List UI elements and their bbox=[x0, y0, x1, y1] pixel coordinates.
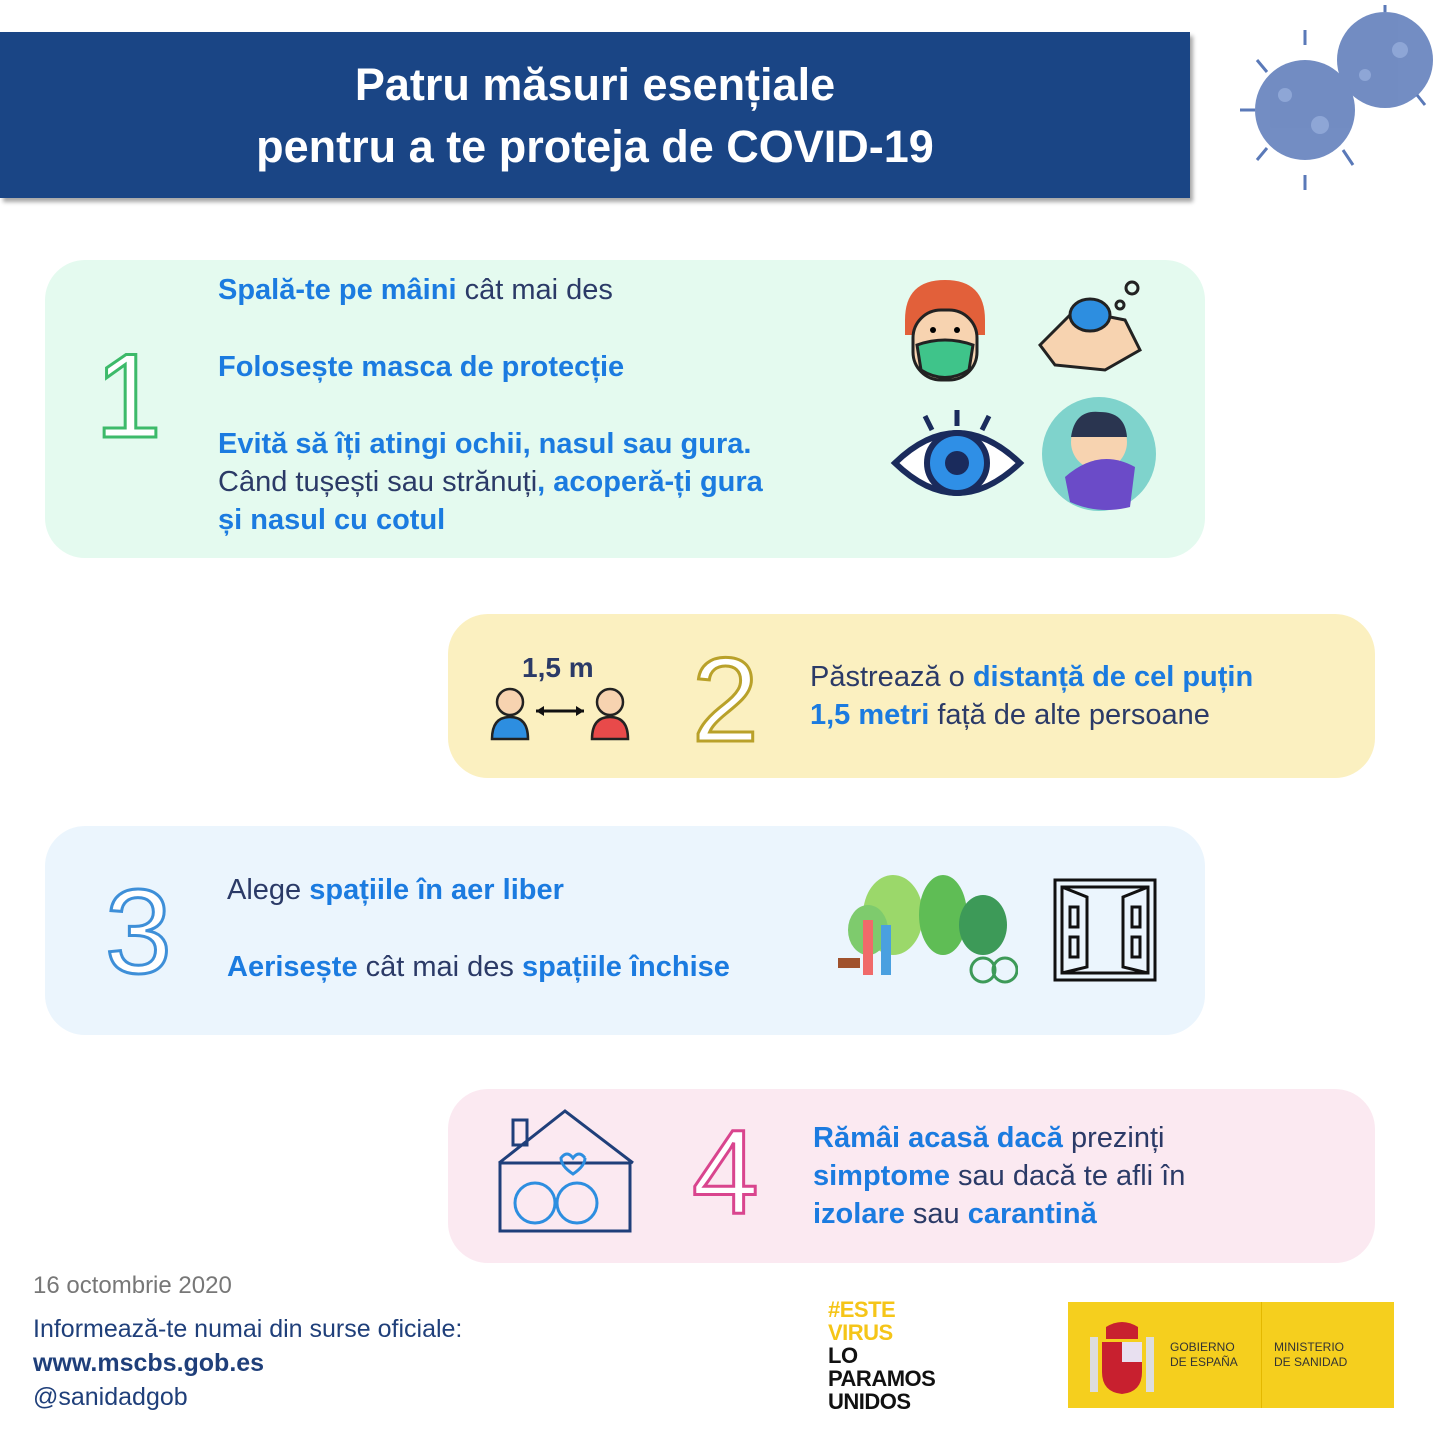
highlight-text: Evită să îți atingi ochii, nasul sau gura. bbox=[218, 428, 752, 460]
measure-number-2: 2 bbox=[692, 633, 759, 767]
highlight-text: Spală-te pe mâini bbox=[218, 274, 457, 306]
measure-text-1 bbox=[218, 271, 763, 539]
body-text: față de alte persoane bbox=[929, 699, 1210, 731]
text-line bbox=[218, 501, 763, 539]
measure-number-1: 1 bbox=[95, 329, 162, 463]
highlight-text: distanță de cel puțin bbox=[972, 661, 1254, 693]
title-line-1: Patru măsuri esențiale bbox=[354, 59, 836, 110]
text-line bbox=[218, 463, 763, 501]
text-line bbox=[813, 1157, 1185, 1195]
eye-icon bbox=[890, 408, 1025, 498]
body-text: Păstrează o bbox=[810, 661, 973, 693]
government-logo bbox=[1068, 1302, 1394, 1408]
text-line bbox=[218, 348, 763, 386]
highlight-text: și nasul cu cotul bbox=[218, 504, 446, 536]
text-line bbox=[810, 658, 1253, 696]
gobierno-text: GOBIERNO bbox=[1170, 1340, 1235, 1354]
campaign-word: LO bbox=[828, 1343, 858, 1368]
highlight-text: izolare bbox=[813, 1198, 905, 1230]
highlight-text: carantină bbox=[967, 1198, 1097, 1230]
open-window-icon bbox=[1052, 877, 1158, 982]
measure-text-4 bbox=[813, 1119, 1185, 1233]
ministerio-text: MINISTERIO bbox=[1274, 1340, 1345, 1354]
text-line bbox=[813, 1119, 1185, 1157]
text-line bbox=[218, 425, 763, 463]
hand-washing-icon bbox=[1035, 280, 1145, 375]
campaign-word: PARAMOS bbox=[828, 1366, 936, 1391]
park-icon bbox=[833, 870, 1018, 985]
info-text: Informează-te numai din surse oficiale: bbox=[33, 1315, 463, 1343]
campaign-logo bbox=[828, 1298, 935, 1413]
coat-of-arms-icon bbox=[1086, 1317, 1158, 1397]
body-text: prezinți bbox=[1062, 1122, 1165, 1154]
highlight-text: spațiile închise bbox=[522, 951, 730, 983]
highlight-text: spațiile în aer liber bbox=[309, 874, 564, 906]
body-text: Alege bbox=[227, 874, 310, 906]
face-mask-icon bbox=[895, 275, 995, 390]
measure-number-3: 3 bbox=[105, 865, 172, 999]
body-text: cât mai des bbox=[456, 274, 613, 306]
text-line bbox=[810, 696, 1253, 734]
text-line bbox=[227, 948, 730, 986]
measure-text-2 bbox=[810, 658, 1253, 734]
body-text: sau dacă te afli în bbox=[949, 1160, 1186, 1192]
text-line bbox=[227, 909, 730, 948]
body-text: Când tușești sau strănuți bbox=[218, 466, 538, 498]
highlight-text: Folosește masca de protecție bbox=[218, 351, 625, 383]
highlight-text: 1,5 metri bbox=[810, 699, 930, 731]
sanidad-text: DE SANIDAD bbox=[1274, 1355, 1348, 1369]
social-distance-icon bbox=[488, 684, 634, 742]
website-link[interactable]: www.mscbs.gob.es bbox=[33, 1349, 265, 1377]
text-line bbox=[813, 1195, 1185, 1233]
campaign-word: UNIDOS bbox=[828, 1389, 911, 1414]
title-line-2: pentru a te proteja de COVID-19 bbox=[256, 121, 934, 172]
campaign-word: VIRUS bbox=[828, 1320, 893, 1345]
text-line bbox=[218, 386, 763, 425]
espana-text: DE ESPAÑA bbox=[1170, 1355, 1238, 1369]
publication-date: 16 octombrie 2020 bbox=[33, 1272, 232, 1299]
text-line bbox=[227, 871, 730, 909]
twitter-handle[interactable]: @sanidadgob bbox=[33, 1383, 188, 1411]
campaign-word: #ESTE bbox=[828, 1297, 896, 1322]
title-banner bbox=[0, 32, 1190, 198]
distance-label: 1,5 m bbox=[522, 652, 594, 683]
highlight-text: , acoperă-ți gura bbox=[537, 466, 763, 498]
body-text: cât mai des bbox=[357, 951, 522, 983]
highlight-text: Aerisește bbox=[227, 951, 358, 983]
footer-info bbox=[33, 1312, 462, 1414]
body-text: sau bbox=[904, 1198, 968, 1230]
highlight-text: Rămâi acasă dacă bbox=[813, 1122, 1063, 1154]
home-family-icon bbox=[495, 1108, 637, 1234]
measure-number-4: 4 bbox=[692, 1105, 759, 1239]
measure-text-3 bbox=[227, 871, 730, 986]
virus-decoration-icon bbox=[1235, 0, 1440, 205]
highlight-text: simptome bbox=[813, 1160, 950, 1192]
text-line bbox=[218, 309, 763, 348]
text-line bbox=[218, 271, 763, 309]
cough-elbow-icon bbox=[1040, 397, 1158, 512]
